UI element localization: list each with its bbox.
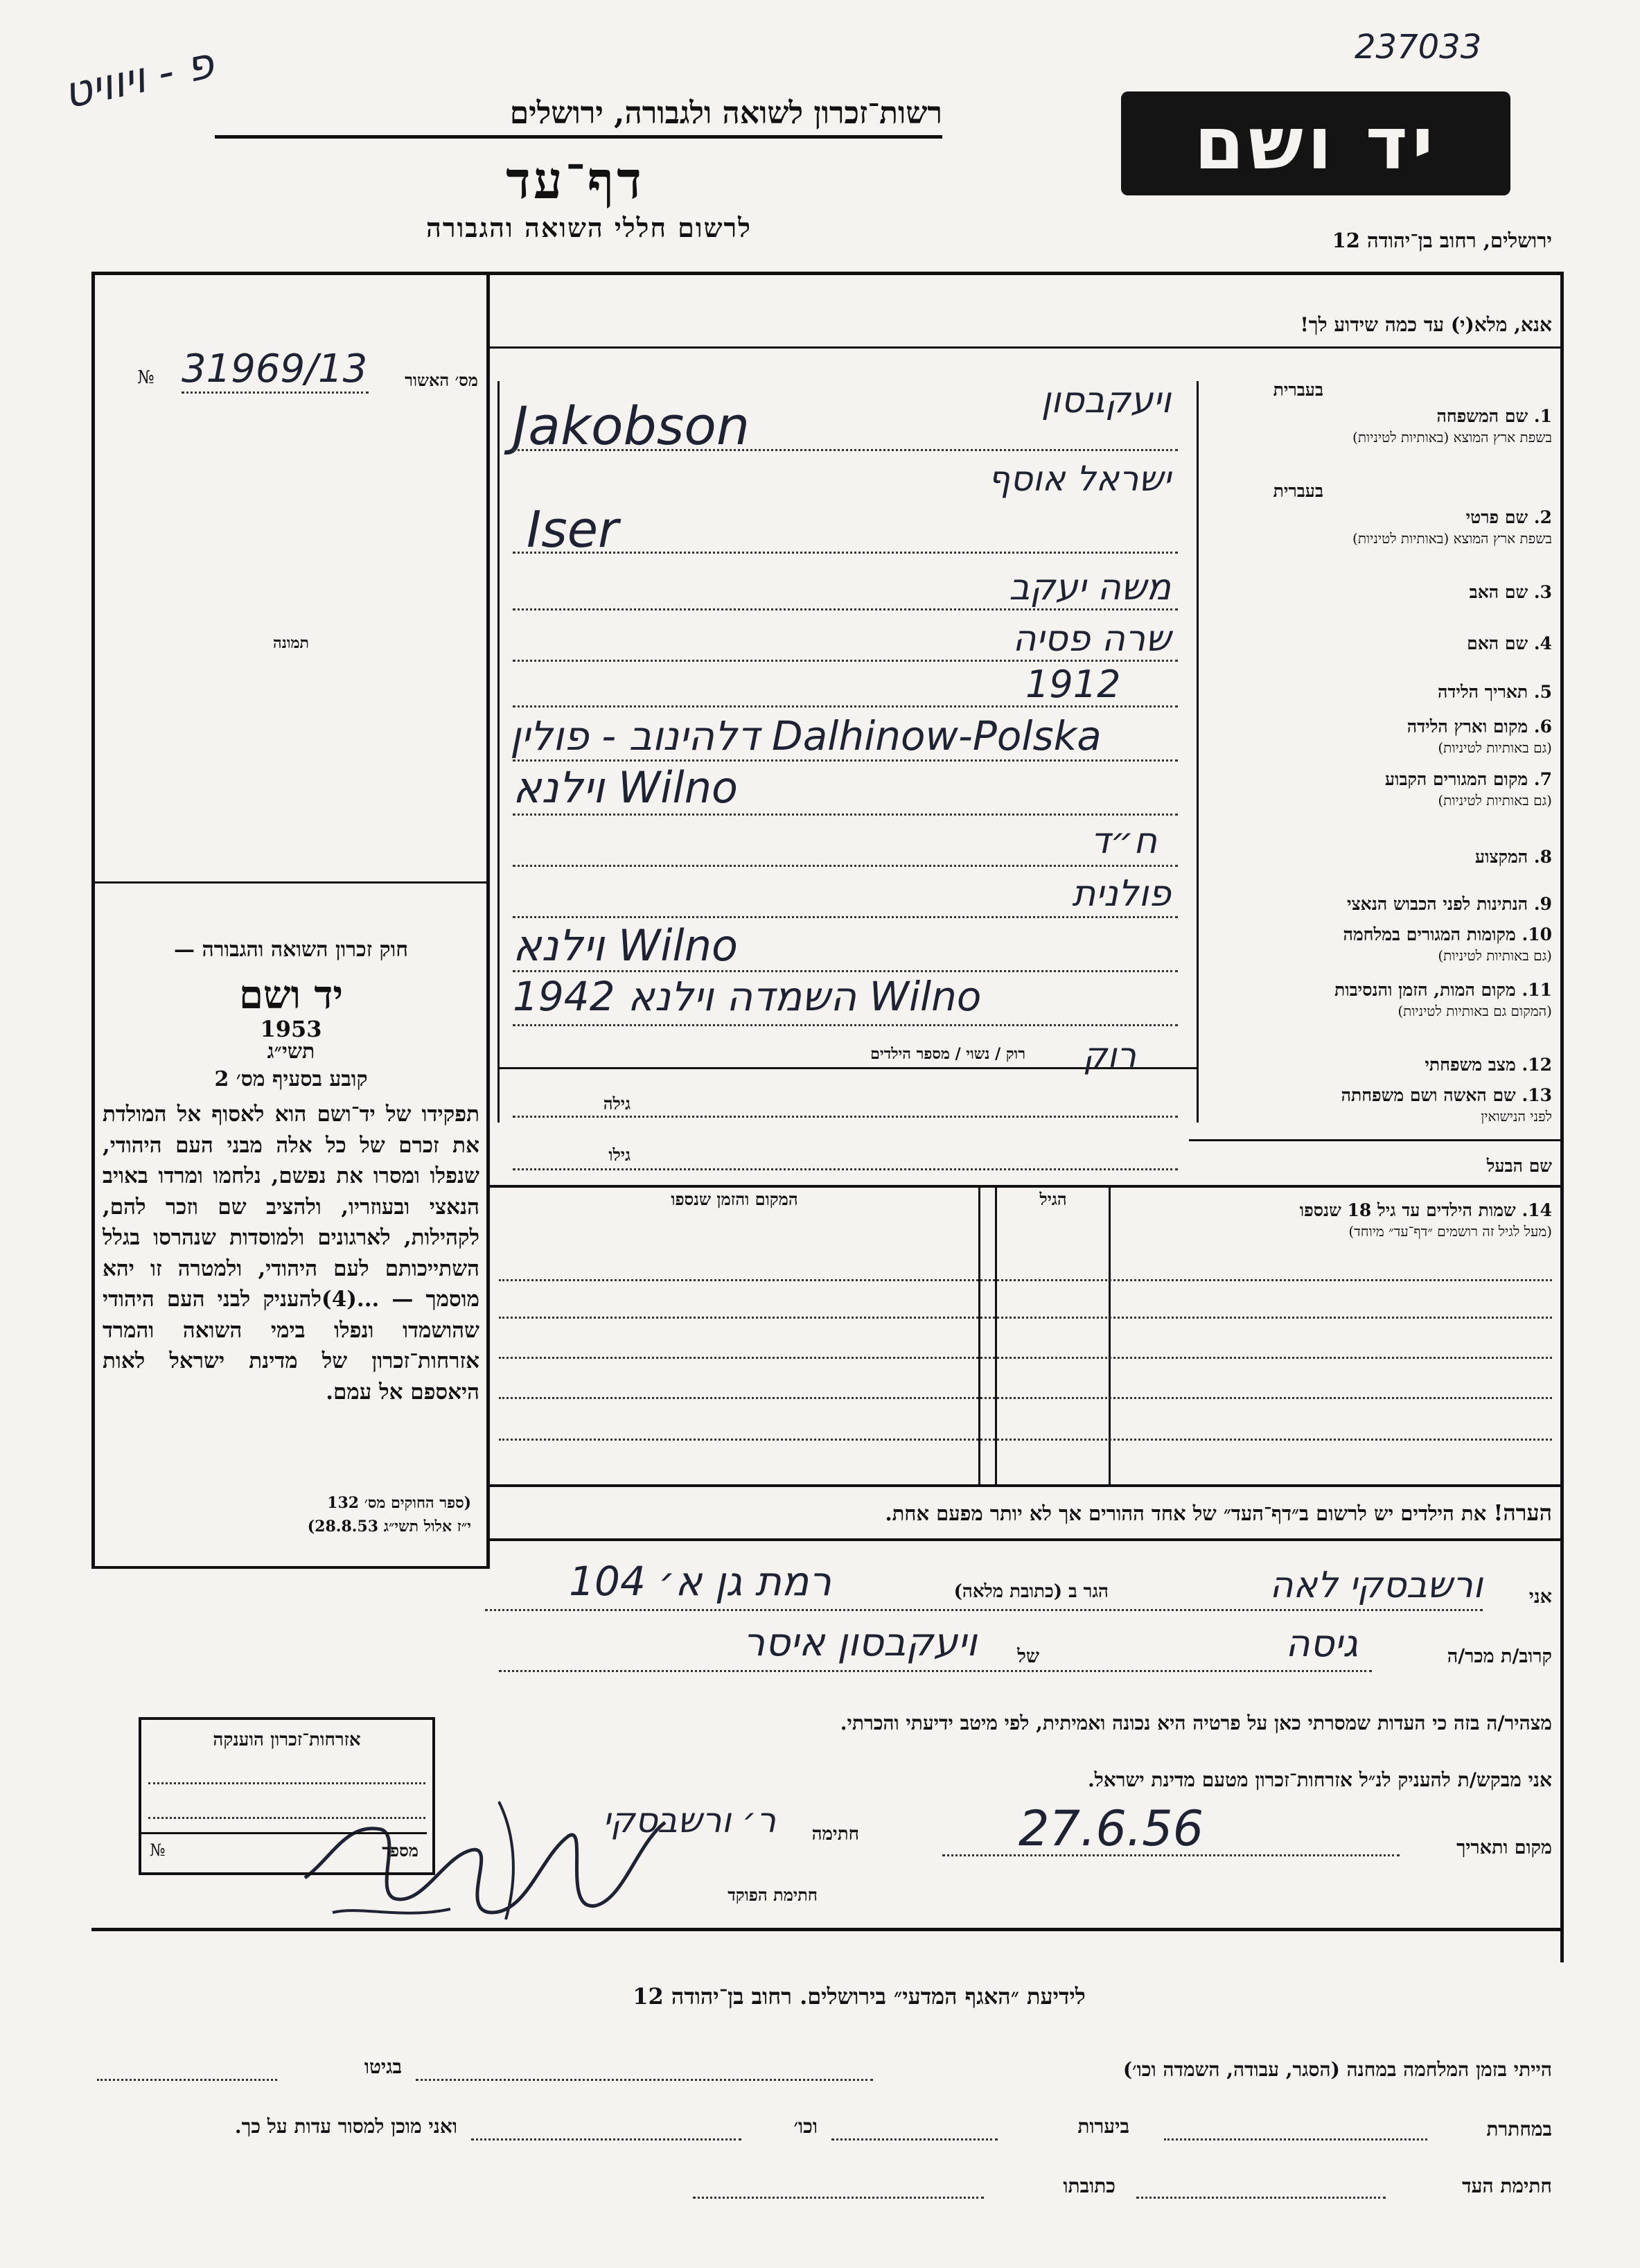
citizenship-box <box>139 1717 435 1875</box>
citizenship-number-label: מספר <box>382 1840 418 1861</box>
field-6-line <box>513 759 1178 762</box>
decl-line-1 <box>485 1609 1483 1611</box>
bottom-line3-b: כתובתו <box>1063 2174 1116 2197</box>
bottom-line2-fill-2 <box>831 2138 998 2140</box>
field-9-num: 9. <box>1533 894 1552 914</box>
org-name: רשות־זכרון לשואה ולגבורה, ירושלים <box>215 96 942 139</box>
children-row-1 <box>499 1279 1552 1281</box>
citizenship-title: אזרחות־זכרון הוענקה <box>213 1730 361 1750</box>
note-label: הערה! <box>1493 1500 1552 1526</box>
bottom-line1-b: בגיטו <box>364 2055 402 2078</box>
field-10-value: וילנא Wilno <box>513 920 738 971</box>
children-row-3 <box>499 1357 1552 1359</box>
law-heading: חוק זכרון השואה והגבורה — <box>174 938 408 962</box>
field-10-name: מקומות המגורים במלחמה <box>1343 924 1516 944</box>
field-8-line <box>513 865 1178 867</box>
bottom-line3-fill-1 <box>1136 2197 1386 2199</box>
children-label <box>1116 1200 1552 1242</box>
field-1-hint: בעברית <box>1273 380 1323 400</box>
field-12-label <box>1206 1055 1552 1075</box>
law-body: תפקידו של יד־ושם הוא לאסוף אל המולדת את זכרם של כל אלה מבני העם היהודי, שנפלו ומסרו את נפשם, נלחמו ומרדו באויב הנאצי ובעוזריו, ולהציב שם וזכר להם, לקהילות, לארגונים ולמוסדות שנהרסו בגלל השתייכותם לעם היהודי, ולמטרה זו יהא מוסמך — ...(4)להעניק לבני העם היהודי שהושמדו ונפלו בימי השואה והמרד אזרחות־זכרון של מדינת ישראל לאות היאספם אל עמם. <box>103 1102 479 1405</box>
field-5-label <box>1206 682 1552 703</box>
field-10-num: 10. <box>1522 924 1552 944</box>
field-1-line <box>513 449 1178 451</box>
field-4-label <box>1206 633 1552 654</box>
field-2-label <box>1206 507 1552 549</box>
field-7-value: וילנא Wilno <box>513 762 738 813</box>
field-3-line <box>513 608 1178 610</box>
form-title: דף־עד <box>506 151 644 211</box>
field-11-line <box>513 1024 1178 1026</box>
husband-label: שם הבעל <box>1486 1156 1552 1176</box>
field-3-label <box>1206 582 1552 603</box>
field-8-name: המקצוע <box>1474 847 1528 867</box>
field-13-sub: לפני הנישואין <box>1481 1108 1552 1125</box>
decl-place-date-value: 27.6.56 <box>1019 1800 1204 1857</box>
bottom-line2-c: וכו׳ <box>793 2115 818 2138</box>
field-11-label <box>1206 980 1552 1021</box>
field-8-value: ח״ד <box>1091 820 1157 862</box>
approval-no-mark: № <box>137 367 155 388</box>
law-year: 1953 <box>260 1016 322 1042</box>
approval-number: 31969/13 <box>182 346 369 394</box>
field-12-num: 12. <box>1522 1055 1552 1075</box>
field-11-value: השמדה וילנא 1942 Wilno <box>513 973 982 1020</box>
bottom-line2-fill-1 <box>1164 2138 1427 2140</box>
decl-officer-label: חתימת הפוקד <box>728 1885 818 1905</box>
approval-label: מס׳ האשור <box>405 370 478 390</box>
decl-line-3 <box>942 1854 1400 1856</box>
field-3-value: משה יעקב <box>1009 567 1171 608</box>
photo-label: תמונה <box>273 634 309 652</box>
left-panel-bottom <box>91 1566 489 1569</box>
field-6-sub: (גם באותיות לטיניות) <box>1438 739 1552 756</box>
law-clause: קובע בסעיף מס׳ 2 <box>214 1067 368 1091</box>
children-row-2 <box>499 1317 1552 1319</box>
frame-left <box>91 272 95 1569</box>
decl-signature-label: חתימה <box>811 1824 859 1845</box>
decl-ani: אני <box>1528 1586 1552 1608</box>
field-7-line <box>513 814 1178 816</box>
children-row-5 <box>499 1439 1552 1441</box>
note-text: את הילדים יש לרשום ב״דף־העד״ של אחד ההורים אך לא יותר מפעם אחת. <box>885 1502 1487 1525</box>
citizenship-line-1 <box>148 1782 425 1784</box>
field-2-line <box>513 552 1178 554</box>
field-8-num: 8. <box>1533 847 1552 867</box>
header-address: ירושלים, רחוב בן־יהודה 12 <box>1332 229 1552 252</box>
children-sub: (מעל לגיל זה רושמים ״דף־עד״ מיוחד) <box>1348 1223 1552 1240</box>
children-table-top <box>489 1185 1562 1188</box>
logo-text: יד ושם <box>1194 101 1438 186</box>
field-2-hebrew: ישראל אוסף <box>987 459 1171 499</box>
bottom-heading: לידיעת ״האגף המדעי״ בירושלים. רחוב בן־יהודה 12 <box>633 1983 1086 2010</box>
decl-signature-value: ר׳ ורשבסקי <box>602 1800 776 1840</box>
intro-divider <box>489 346 1562 349</box>
bottom-line3-a: חתימת העד <box>1462 2174 1552 2197</box>
frame-right <box>1560 272 1564 1962</box>
field-12-name: מצב משפחתי <box>1425 1055 1516 1075</box>
children-num: 14. <box>1522 1200 1552 1220</box>
field-2-num: 2. <box>1533 507 1552 527</box>
field-13-line <box>513 1116 1178 1118</box>
bottom-line2-b: ביערות <box>1077 2115 1129 2138</box>
field-9-value: פולנית <box>1072 873 1171 915</box>
field-4-num: 4. <box>1533 633 1552 653</box>
decl-place-date-label: מקום ותאריך <box>1456 1837 1552 1858</box>
bottom-line3-fill-2 <box>693 2197 984 2199</box>
field-5-name: תאריך הלידה <box>1438 682 1528 702</box>
left-panel-divider <box>486 272 490 1569</box>
decl-request: אני מבקש/ת להעניק לנ״ל אזרחות־זכרון מטעם מדינת ישראל. <box>1087 1768 1552 1791</box>
field-5-value: 1912 <box>1025 662 1121 706</box>
field-2-hint: בעברית <box>1273 481 1323 501</box>
field-4-value: שרה פסיה <box>1012 618 1171 660</box>
decl-of-value: ויעקבסון איסר <box>743 1620 977 1665</box>
children-title: שמות הילדים עד גיל 18 שנספו <box>1299 1200 1516 1220</box>
field-2-name: שם פרטי <box>1465 507 1528 527</box>
citizenship-inner-line <box>141 1832 427 1834</box>
intro-text: אנא, מלא(י) עד כמה שידוע לך! <box>1300 313 1552 336</box>
note-top <box>489 1484 1562 1487</box>
citizenship-line-2 <box>148 1817 425 1819</box>
field-13-label <box>1206 1085 1552 1127</box>
field-11-num: 11. <box>1522 980 1552 1000</box>
frame-top <box>91 272 1564 275</box>
field-4-line <box>513 660 1178 662</box>
law-name: יד ושם <box>238 972 344 1018</box>
children-row-4 <box>499 1397 1552 1399</box>
note-row <box>499 1500 1552 1526</box>
field-13-num: 13. <box>1522 1085 1552 1105</box>
bottom-divider <box>91 1928 1564 1931</box>
decl-statement: מצהיר/ה בזה כי העדות שמסרתי כאן על פרטיה היא נכונה ואמיתית, לפי מיטב ידיעתי והכרתי. <box>840 1712 1552 1734</box>
field-3-name: שם האב <box>1469 582 1528 602</box>
field-1-num: 1. <box>1533 406 1552 426</box>
law-year-heb: תשי״ג <box>267 1039 315 1064</box>
bottom-line1-fill-2 <box>97 2079 277 2081</box>
field-2-sub: בשפת ארץ המוצא (באותיות לטיניות) <box>1352 530 1552 547</box>
field-11-sub: (המקום גם באותיות לטיניות) <box>1397 1003 1552 1019</box>
photo-box-bottom <box>94 881 488 884</box>
field-13-name: שם האשה ושם משפחתה <box>1341 1085 1516 1105</box>
bottom-line1-a: הייתי בזמן המלחמה במחנה (הסגר, עבודה, השמדה וכו׳) <box>1122 2058 1552 2081</box>
field-7-label <box>1206 769 1552 811</box>
field-1-latin: Jakobson <box>513 395 750 457</box>
decl-relation-label: קרוב/ת מכר/ה <box>1447 1646 1552 1667</box>
citizenship-no-mark: № <box>150 1840 166 1860</box>
field-6-name: מקום וארץ הלידה <box>1407 717 1528 737</box>
bottom-line2-fill-3 <box>471 2138 741 2140</box>
field-11-name: מקום המות, הזמן והנסיבות <box>1334 980 1516 1000</box>
decl-line-2 <box>499 1670 1372 1672</box>
bottom-line2-a: במחתרת <box>1486 2118 1552 2140</box>
decl-name-value: ורשבסקי לאה <box>1269 1565 1483 1606</box>
field-5-num: 5. <box>1533 682 1552 702</box>
field-1-name: שם המשפחה <box>1436 406 1528 426</box>
field-9-name: הנתינות לפני הכבוש הנאצי <box>1347 894 1528 914</box>
field-8-label <box>1206 847 1552 868</box>
field-12-options: רוק / נשוי / מספר הילדים <box>870 1045 1025 1063</box>
field-9-line <box>513 916 1178 918</box>
field-7-num: 7. <box>1533 769 1552 789</box>
field-9-label <box>1206 894 1552 915</box>
field-4-name: שם האם <box>1467 633 1528 653</box>
field-7-sub: (גם באותיות לטיניות) <box>1438 792 1552 809</box>
children-col-age: הגיל <box>1039 1189 1067 1209</box>
decl-address-value: רמת גן א׳ 104 <box>569 1558 831 1605</box>
field-1-label <box>1206 406 1552 448</box>
field-10-line <box>513 970 1178 972</box>
bottom-line2-d: ואני מוכן למסור עדות על כך. <box>234 2115 457 2138</box>
decl-of-label: של <box>1017 1646 1039 1667</box>
field-6-label <box>1206 717 1552 758</box>
field-5-line <box>513 705 1178 707</box>
husband-age-label: גילו <box>608 1145 631 1165</box>
field-12-handwritten: רוק <box>1082 1035 1136 1075</box>
note-bottom <box>489 1538 1562 1541</box>
field-7-name: מקום המגורים הקבוע <box>1384 769 1528 789</box>
field-1-sub: בשפת ארץ המוצא (באותיות לטיניות) <box>1352 429 1552 446</box>
law-source-2: י״ז אלול תשי״ג 28.8.53) <box>307 1518 471 1536</box>
field-13-age-label: גילה <box>603 1093 631 1114</box>
archive-number: 237033 <box>1355 28 1482 67</box>
field-3-num: 3. <box>1533 582 1552 602</box>
husband-line <box>513 1168 1178 1170</box>
field-2-latin: Iser <box>527 500 619 559</box>
husband-row-top <box>1189 1139 1562 1141</box>
decl-lives-label: הגר ב (כתובת מלאה) <box>953 1581 1109 1602</box>
children-col-place: המקום והזמן שנספו <box>671 1189 798 1209</box>
field-10-sub: (גם באותיות לטיניות) <box>1438 947 1552 964</box>
decl-relation-value: גיסה <box>1285 1621 1358 1665</box>
field-6-num: 6. <box>1533 717 1552 737</box>
field-6-value: דלהינוב - פולין Dalhinow-Polska <box>510 712 1102 759</box>
yad-vashem-logo <box>1121 91 1510 195</box>
bottom-line1-fill-1 <box>416 2079 873 2081</box>
stamp-note: פ - ויוויט <box>59 37 218 118</box>
law-source-1: (ספר החוקים מס׳ 132 <box>327 1494 471 1512</box>
field-10-label <box>1206 924 1552 966</box>
field-1-hebrew: ויעקבסון <box>1041 380 1171 421</box>
form-subtitle: לרשום חללי השואה והגבורה <box>426 212 752 243</box>
